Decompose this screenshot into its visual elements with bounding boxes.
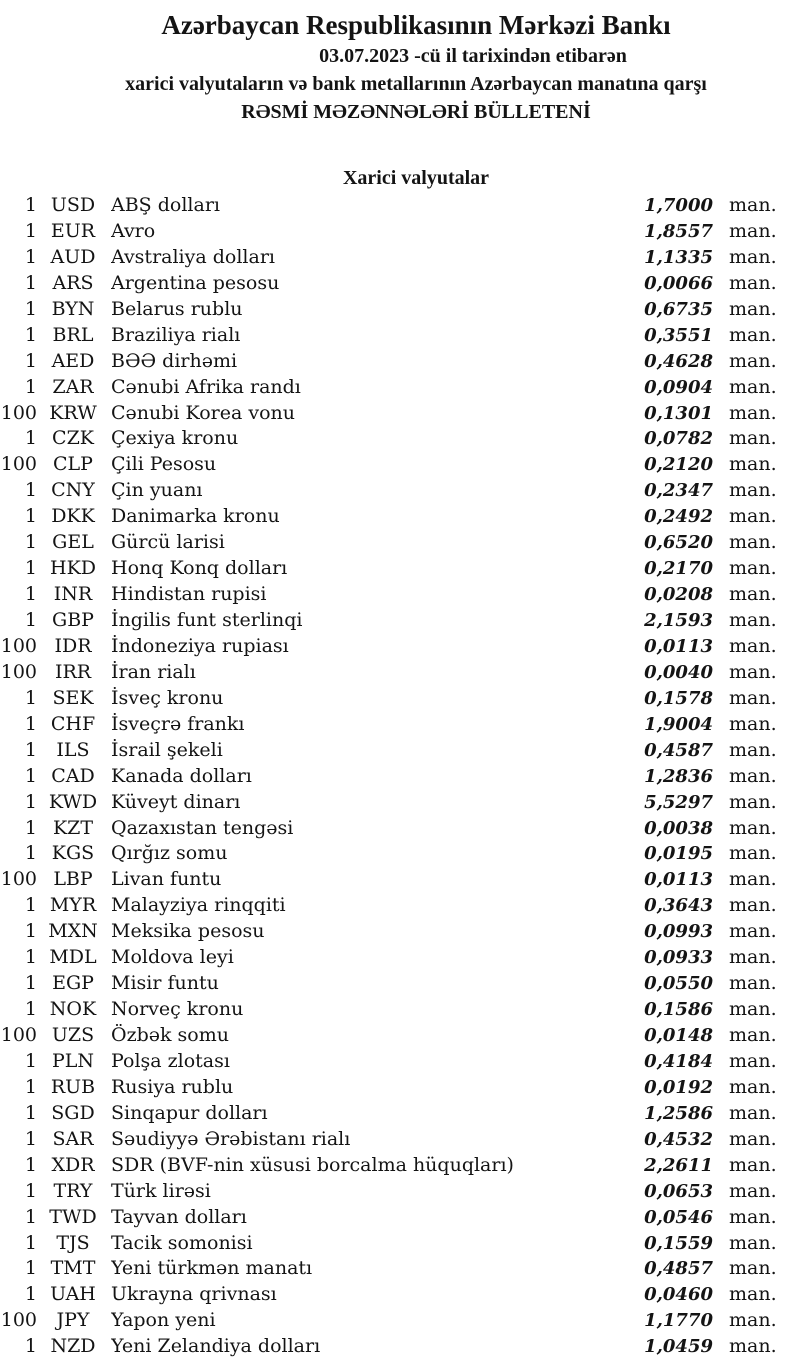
quantity-cell: 100 [0, 1309, 37, 1332]
quantity-cell: 1 [24, 1101, 37, 1124]
currency-name: Çexiya kronu [111, 427, 239, 450]
rate-row [0, 635, 800, 661]
currency-code: MYR [49, 894, 97, 917]
rate-value: 0,2120 [644, 454, 713, 476]
unit-label: man. [729, 634, 777, 657]
rate-value: 0,0113 [644, 869, 713, 891]
quantity-cell: 1 [24, 297, 37, 320]
unit-label: man. [729, 1049, 777, 1072]
rate-value: 1,7000 [644, 195, 713, 216]
unit-label: man. [729, 972, 777, 995]
rate-row [0, 1128, 800, 1154]
rate-row [0, 479, 800, 505]
rate-row [0, 1076, 800, 1102]
rate-value: 0,0192 [644, 1076, 713, 1098]
currency-code: UAH [50, 1283, 96, 1306]
currency-name: İran rialı [111, 660, 196, 683]
quantity-cell: 1 [24, 219, 37, 242]
currency-name: Gürcü larisi [111, 531, 225, 554]
unit-label: man. [729, 1179, 777, 1202]
currency-code: AUD [50, 245, 96, 268]
rate-row [0, 453, 800, 479]
rate-row [0, 427, 800, 453]
quantity-cell: 1 [24, 738, 37, 761]
rate-row [0, 272, 800, 298]
currency-name: Norveç kronu [111, 998, 244, 1021]
rate-value: 0,6520 [644, 532, 713, 554]
rate-value: 1,2836 [644, 765, 713, 787]
quantity-cell: 1 [24, 349, 37, 372]
quantity-cell: 1 [24, 764, 37, 787]
unit-label: man. [729, 1283, 777, 1306]
rate-row [0, 687, 800, 713]
rate-value: 0,0195 [644, 843, 713, 865]
unit-label: man. [729, 583, 777, 606]
quantity-cell: 100 [0, 1024, 37, 1046]
rate-row [0, 791, 800, 817]
rate-value: 0,0653 [644, 1180, 713, 1202]
currency-code: SEK [52, 686, 94, 709]
currency-code: ILS [56, 738, 90, 761]
rate-value: 0,2492 [644, 506, 713, 528]
exchange-rates-table [0, 194, 800, 1361]
unit-label: man. [729, 738, 777, 761]
unit-label: man. [729, 816, 777, 839]
rate-row [0, 765, 800, 791]
unit-label: man. [729, 401, 777, 424]
unit-label: man. [729, 245, 777, 268]
rate-value: 0,4587 [644, 739, 713, 761]
rate-row [0, 1257, 800, 1283]
currency-name: Polşa zlotası [111, 1049, 230, 1072]
bulletin-subtitle: xarici valyutaların və bank metallarının Azərbaycan manatına qarşı [125, 73, 707, 95]
rate-row [0, 713, 800, 739]
quantity-cell: 1 [24, 323, 37, 346]
rate-value: 0,0208 [644, 584, 713, 606]
rate-row [0, 946, 800, 972]
currency-code: TMT [50, 1257, 96, 1280]
currency-name: Cənubi Afrika randı [111, 375, 301, 398]
bank-title: Azərbaycan Respublikasının Mərkəzi Bankı [161, 10, 671, 40]
unit-label: man. [729, 1075, 777, 1098]
rate-value: 0,1586 [644, 999, 713, 1021]
currency-name: Türk lirəsi [111, 1179, 211, 1202]
rate-row [0, 220, 800, 246]
currency-code: EUR [50, 219, 96, 242]
rate-value: 0,0933 [644, 947, 713, 969]
unit-label: man. [729, 1205, 777, 1228]
section-heading-foreign-currencies: Xarici valyutalar [342, 167, 490, 189]
unit-label: man. [729, 453, 777, 476]
unit-label: man. [729, 375, 777, 398]
quantity-cell: 1 [24, 790, 37, 813]
currency-name: İsveç kronu [111, 686, 224, 709]
unit-label: man. [729, 557, 777, 580]
currency-code: KGS [51, 842, 95, 865]
unit-label: man. [729, 1257, 777, 1280]
rate-row [0, 661, 800, 687]
currency-name: İsrail şekeli [111, 738, 223, 761]
unit-label: man. [729, 842, 777, 865]
currency-code: TRY [53, 1179, 93, 1202]
currency-name: Qırğız somu [111, 842, 228, 865]
currency-name: İsveçrə frankı [111, 712, 245, 735]
rate-value: 0,1301 [644, 402, 713, 424]
currency-code: RUB [50, 1075, 96, 1098]
quantity-cell: 1 [24, 194, 37, 216]
currency-code: AED [51, 349, 95, 372]
currency-name: Qazaxıstan tengəsi [111, 816, 294, 839]
currency-name: Avstraliya dolları [111, 245, 275, 268]
rate-row [0, 894, 800, 920]
quantity-cell: 1 [24, 271, 37, 294]
currency-code: LBP [53, 868, 93, 891]
rate-row [0, 1154, 800, 1180]
currency-name: Kanada dolları [111, 764, 252, 787]
rate-value: 2,1593 [644, 610, 713, 631]
unit-label: man. [729, 686, 777, 709]
unit-label: man. [729, 1101, 777, 1124]
unit-label: man. [729, 1127, 777, 1150]
quantity-cell: 1 [24, 842, 37, 865]
unit-label: man. [729, 323, 777, 346]
currency-code: CZK [52, 427, 94, 450]
rate-value: 0,4857 [644, 1258, 713, 1280]
currency-name: Özbək somu [111, 1024, 229, 1046]
rate-value: 0,4628 [644, 350, 713, 372]
rate-value: 0,2170 [644, 558, 713, 580]
currency-code: USD [50, 194, 96, 216]
quantity-cell: 1 [24, 1335, 37, 1358]
rate-row [0, 1024, 800, 1050]
rate-row [0, 402, 800, 428]
rate-row [0, 1206, 800, 1232]
rate-row [0, 194, 800, 220]
quantity-cell: 1 [24, 1127, 37, 1150]
rate-row [0, 1335, 800, 1361]
rate-value: 0,0993 [644, 921, 713, 943]
currency-code: KZT [52, 816, 94, 839]
currency-name: SDR (BVF-nin xüsusi borcalma hüquqları) [111, 1153, 514, 1176]
rate-value: 0,4184 [644, 1050, 713, 1072]
rate-value: 5,5297 [644, 791, 713, 813]
rate-row [0, 1102, 800, 1128]
rate-value: 1,1770 [644, 1310, 713, 1332]
quantity-cell: 1 [24, 816, 37, 839]
rate-row [0, 972, 800, 998]
quantity-cell: 100 [0, 401, 37, 424]
currency-code: BYN [51, 297, 95, 320]
rate-value: 0,1559 [644, 1232, 713, 1254]
quantity-cell: 1 [24, 1075, 37, 1098]
unit-label: man. [729, 271, 777, 294]
quantity-cell: 1 [24, 479, 37, 502]
currency-name: Səudiyyə Ərəbistanı rialı [111, 1127, 351, 1150]
rate-value: 1,8557 [644, 220, 713, 242]
currency-name: ABŞ dolları [111, 194, 220, 216]
effective-date-line: 03.07.2023 -cü il tarixindən etibarən [319, 45, 627, 67]
unit-label: man. [729, 194, 777, 216]
rate-row [0, 1050, 800, 1076]
quantity-cell: 1 [24, 1153, 37, 1176]
currency-name: Belarus rublu [111, 297, 243, 320]
currency-name: Cənubi Korea vonu [111, 401, 295, 424]
rate-value: 0,0113 [644, 635, 713, 657]
unit-label: man. [729, 531, 777, 554]
currency-code: CAD [51, 764, 95, 787]
rate-value: 1,2586 [644, 1102, 713, 1124]
rate-value: 0,0460 [644, 1284, 713, 1306]
bulletin-title-line: RƏSMİ MƏZƏNNƏLƏRİ BÜLLETENİ [241, 101, 591, 123]
rate-row [0, 583, 800, 609]
currency-code: GEL [52, 531, 94, 554]
unit-label: man. [729, 297, 777, 320]
unit-label: man. [729, 868, 777, 891]
currency-name: Honq Konq dolları [111, 557, 288, 580]
rate-row [0, 324, 800, 350]
rate-row [0, 557, 800, 583]
quantity-cell: 1 [24, 583, 37, 606]
rate-row [0, 1232, 800, 1258]
currency-code: CNY [51, 479, 95, 502]
quantity-cell: 1 [24, 686, 37, 709]
quantity-cell: 1 [24, 1205, 37, 1228]
rate-row [0, 1283, 800, 1309]
currency-name: Avro [111, 219, 156, 242]
rate-value: 0,0546 [644, 1206, 713, 1228]
currency-code: BRL [52, 323, 94, 346]
quantity-cell: 100 [0, 660, 37, 683]
unit-label: man. [729, 998, 777, 1021]
currency-code: NZD [50, 1335, 96, 1358]
quantity-cell: 100 [0, 868, 37, 891]
currency-code: CHF [50, 712, 96, 735]
currency-code: JPY [56, 1309, 90, 1332]
rate-value: 0,0066 [644, 272, 713, 294]
currency-name: Çili Pesosu [111, 453, 217, 476]
currency-code: SAR [52, 1127, 94, 1150]
currency-name: İngilis funt sterlinqi [111, 609, 303, 631]
currency-name: Sinqapur dolları [111, 1101, 268, 1124]
quantity-cell: 1 [24, 998, 37, 1021]
currency-code: CLP [53, 453, 93, 476]
currency-name: Meksika pesosu [111, 920, 265, 943]
currency-code: ARS [52, 271, 94, 294]
currency-code: SGD [51, 1101, 95, 1124]
unit-label: man. [729, 790, 777, 813]
rate-row [0, 531, 800, 557]
quantity-cell: 1 [24, 245, 37, 268]
quantity-cell: 1 [24, 894, 37, 917]
currency-name: Tayvan dolları [111, 1205, 247, 1228]
quantity-cell: 1 [24, 375, 37, 398]
rate-value: 0,6735 [644, 298, 713, 320]
currency-name: Malayziya rinqqiti [111, 894, 286, 917]
unit-label: man. [729, 427, 777, 450]
rate-value: 0,0550 [644, 973, 713, 995]
currency-name: Çin yuanı [111, 479, 203, 502]
currency-code: UZS [51, 1024, 95, 1046]
currency-code: KWD [48, 790, 98, 813]
currency-name: Rusiya rublu [111, 1075, 234, 1098]
unit-label: man. [729, 894, 777, 917]
rate-value: 0,1578 [644, 687, 713, 709]
currency-name: Hindistan rupisi [111, 583, 267, 606]
quantity-cell: 1 [24, 1231, 37, 1254]
rate-value: 1,0459 [644, 1336, 713, 1358]
rate-value: 0,3551 [644, 324, 713, 346]
rate-row [0, 920, 800, 946]
unit-label: man. [729, 764, 777, 787]
bulletin-header [0, 0, 800, 126]
currency-code: MDL [49, 946, 97, 969]
currency-code: ZAR [52, 375, 94, 398]
unit-label: man. [729, 505, 777, 528]
currency-name: Misir funtu [111, 972, 219, 995]
currency-code: XDR [51, 1153, 95, 1176]
currency-name: Danimarka kronu [111, 505, 280, 528]
currency-name: BƏƏ dirhəmi [111, 349, 238, 372]
rate-row [0, 998, 800, 1024]
rate-row [0, 739, 800, 765]
currency-name: Yeni türkmən manatı [111, 1257, 313, 1280]
rate-row [0, 842, 800, 868]
currency-name: Moldova leyi [111, 946, 234, 969]
currency-code: TJS [56, 1231, 90, 1254]
quantity-cell: 1 [24, 609, 37, 631]
rate-row [0, 1180, 800, 1206]
quantity-cell: 1 [24, 972, 37, 995]
rate-row [0, 505, 800, 531]
currency-code: EGP [52, 972, 94, 995]
unit-label: man. [729, 349, 777, 372]
currency-code: IRR [54, 660, 92, 683]
quantity-cell: 1 [24, 531, 37, 554]
currency-name: Ukrayna qrivnası [111, 1283, 277, 1306]
currency-code: NOK [49, 998, 97, 1021]
quantity-cell: 1 [24, 1179, 37, 1202]
quantity-cell: 100 [0, 453, 37, 476]
currency-code: DKK [51, 505, 95, 528]
quantity-cell: 1 [24, 427, 37, 450]
rate-value: 0,0782 [644, 428, 713, 450]
rate-row [0, 609, 800, 635]
currency-name: Tacik somonisi [111, 1231, 253, 1254]
currency-name: Argentina pesosu [111, 271, 280, 294]
quantity-cell: 1 [24, 1049, 37, 1072]
rate-value: 0,4532 [644, 1128, 713, 1150]
rate-value: 0,2347 [644, 480, 713, 502]
unit-label: man. [729, 712, 777, 735]
currency-name: Küveyt dinarı [111, 790, 241, 813]
rate-row [0, 376, 800, 402]
rate-value: 0,0038 [644, 817, 713, 839]
currency-code: HKD [50, 557, 96, 580]
currency-name: Livan funtu [111, 868, 222, 891]
rate-value: 2,2611 [644, 1154, 713, 1176]
currency-code: TWD [49, 1205, 97, 1228]
quantity-cell: 1 [24, 1257, 37, 1280]
rate-row [0, 246, 800, 272]
quantity-cell: 100 [0, 634, 37, 657]
quantity-cell: 1 [24, 505, 37, 528]
currency-name: Yapon yeni [111, 1309, 216, 1332]
currency-name: Braziliya rialı [111, 323, 241, 346]
unit-label: man. [729, 920, 777, 943]
currency-name: İndoneziya rupiası [111, 634, 289, 657]
unit-label: man. [729, 1335, 777, 1358]
currency-code: GBP [52, 609, 94, 631]
rate-row [0, 350, 800, 376]
quantity-cell: 1 [24, 946, 37, 969]
currency-code: KRW [49, 401, 97, 424]
unit-label: man. [729, 219, 777, 242]
currency-code: IDR [54, 634, 92, 657]
currency-name: Yeni Zelandiya dolları [111, 1335, 321, 1358]
currency-code: PLN [51, 1049, 95, 1072]
rate-value: 0,0904 [644, 376, 713, 398]
currency-code: MXN [48, 920, 98, 943]
rate-value: 0,0040 [644, 661, 713, 683]
rate-row [0, 868, 800, 894]
quantity-cell: 1 [24, 557, 37, 580]
unit-label: man. [729, 660, 777, 683]
quantity-cell: 1 [24, 1283, 37, 1306]
quantity-cell: 1 [24, 920, 37, 943]
rate-value: 0,0148 [644, 1025, 713, 1046]
unit-label: man. [729, 1231, 777, 1254]
rate-value: 0,3643 [644, 895, 713, 917]
rate-row [0, 298, 800, 324]
rate-row [0, 817, 800, 843]
unit-label: man. [729, 946, 777, 969]
quantity-cell: 1 [24, 712, 37, 735]
unit-label: man. [729, 1153, 777, 1176]
currency-code: INR [53, 583, 93, 606]
rate-row [0, 1309, 800, 1335]
unit-label: man. [729, 1024, 777, 1046]
unit-label: man. [729, 609, 777, 631]
unit-label: man. [729, 1309, 777, 1332]
unit-label: man. [729, 479, 777, 502]
rate-value: 1,1335 [644, 246, 713, 268]
rate-value: 1,9004 [644, 713, 713, 735]
